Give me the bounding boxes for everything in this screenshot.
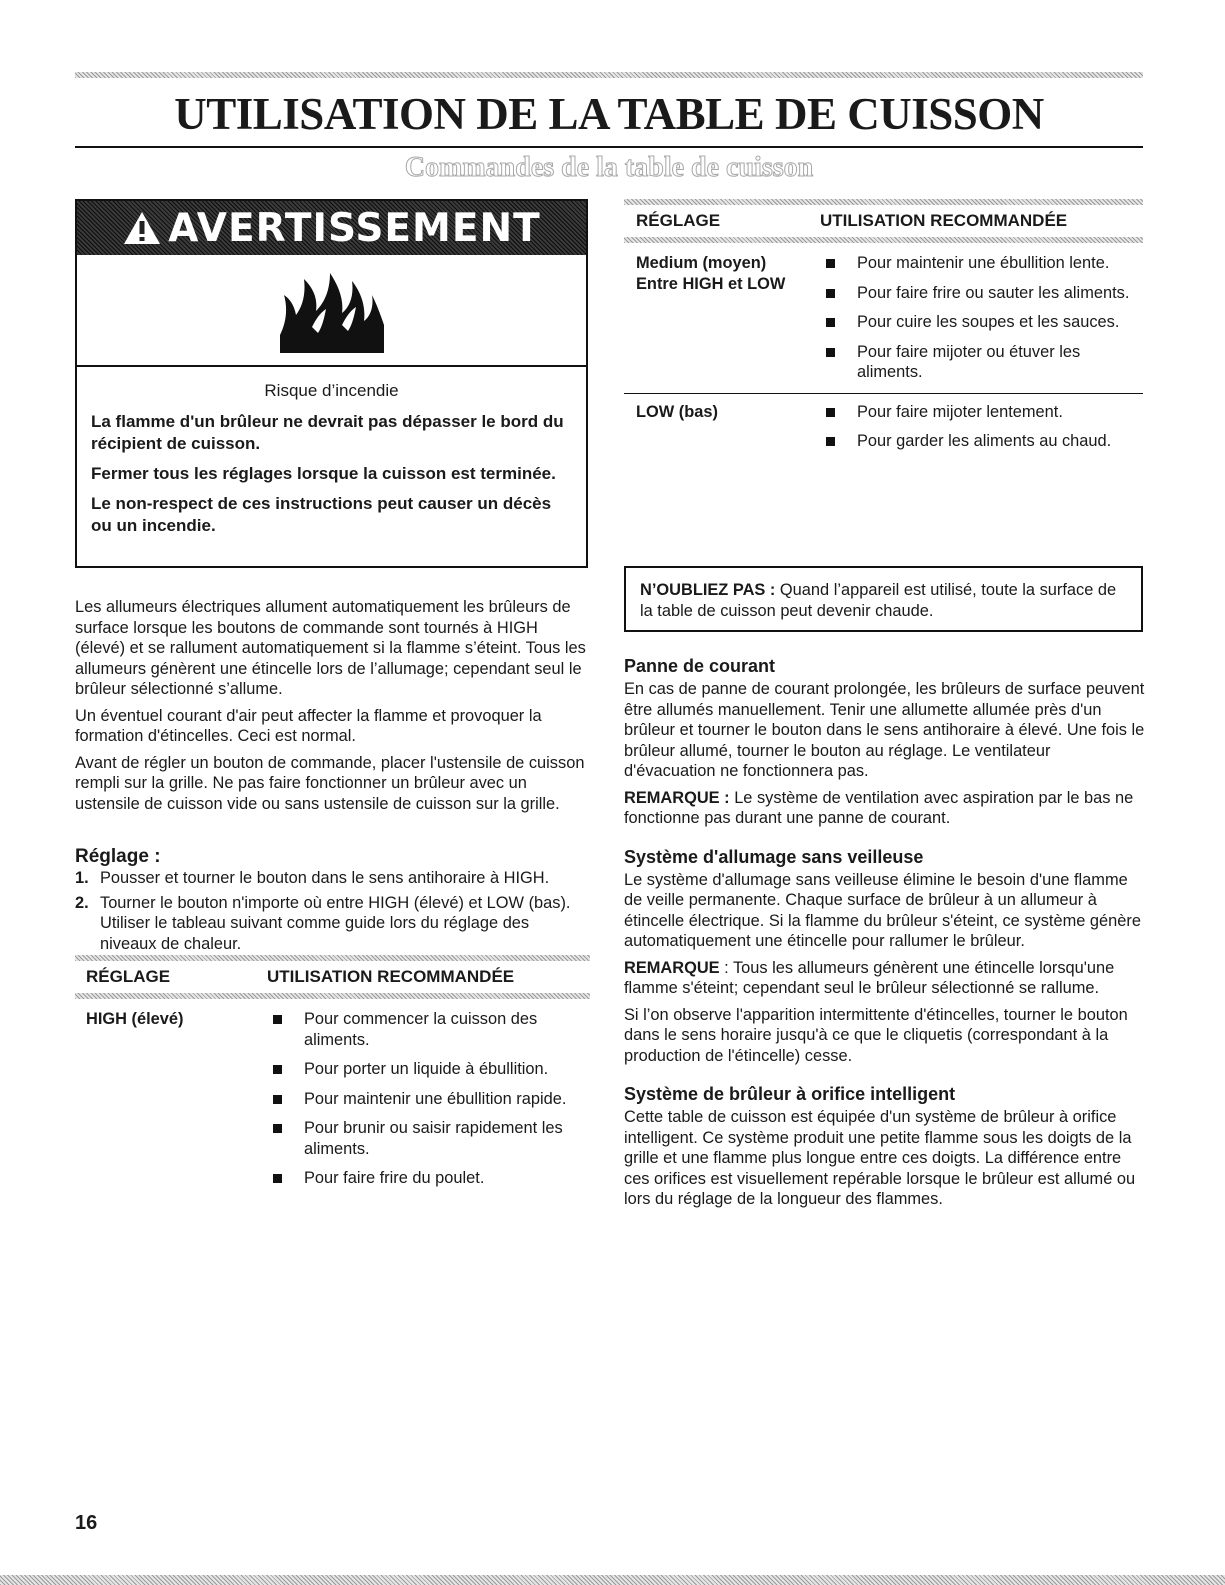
ignition-text-2: Si l’on observe l'apparition intermittente d'étincelles, tourner le bouton dans le sens horaire jusqu'à ce que le cliquetis (correspondant à la production de l'étincelle) cesse.: [624, 1005, 1128, 1065]
use-item: [267, 1059, 590, 1080]
fire-pictogram-area: [77, 255, 586, 367]
table-row: [624, 253, 1143, 392]
setting-label: HIGH (élevé): [86, 1010, 184, 1028]
smart-orifice-heading: Système de brûleur à orifice intelligent: [624, 1084, 956, 1104]
use-item-text: Pour faire frire ou sauter les aliments.: [857, 283, 1130, 302]
power-outage-note: [624, 788, 1145, 829]
ignition-heading: Système d'allumage sans veilleuse: [624, 846, 924, 867]
bullet-icon: [826, 289, 835, 298]
bullet-icon: [273, 1065, 282, 1074]
table-row: [624, 402, 1143, 461]
section-subtitle: Commandes de la table de cuisson: [404, 152, 814, 183]
body-paragraph: Un éventuel courant d'air peut affecter la flamme et provoquer la formation d'étincelles. Ceci est normal.: [75, 706, 542, 745]
smart-orifice-text: Cette table de cuisson est équipée d'un système de brûleur à orifice intelligent. Ce système produit une petite flamme sous les doigts de la grille et une flamme plus longue entre ces doigts. La différence entre ces orifices est visuellement repérable lorsque le brûleur est allumé ou lors du réglage de la longueur des flammes.: [624, 1108, 1136, 1208]
settings-table-medium-low: [624, 199, 1143, 461]
column-header-use: UTILISATION RECOMMANDÉE: [820, 211, 1068, 230]
setting-label-line: Entre HIGH et LOW: [636, 274, 786, 293]
remember-label: N’OUBLIEZ PAS :: [640, 581, 776, 599]
step-number: 2.: [75, 893, 89, 912]
warning-body: [77, 367, 586, 566]
use-item-text: Pour maintenir une ébullition rapide.: [304, 1089, 567, 1108]
step-item: [75, 893, 590, 955]
use-item: [820, 402, 1143, 423]
warning-paragraph: Le non-respect de ces instructions peut causer un décès ou un incendie.: [91, 494, 552, 535]
reglage-heading: Réglage :: [75, 846, 161, 867]
use-list: [820, 402, 1143, 461]
bullet-icon: [273, 1124, 282, 1133]
use-item: [820, 283, 1143, 304]
use-item-text: Pour porter un liquide à ébullition.: [304, 1060, 549, 1078]
setting-label: [624, 253, 820, 392]
use-list: [267, 1009, 590, 1198]
note-text: Le système de ventilation avec aspiration par le bas ne fonctionne pas durant une panne de courant.: [624, 788, 1134, 827]
fire-icon: [272, 265, 392, 355]
bullet-icon: [826, 259, 835, 268]
warning-box: [75, 199, 588, 568]
use-item-text: Pour faire mijoter lentement.: [857, 402, 1063, 421]
remember-notice: [624, 566, 1143, 632]
setting-label: [624, 402, 820, 461]
warning-paragraph: La flamme d'un brûleur ne devrait pas dépasser le bord du récipient de cuisson.: [91, 412, 564, 453]
body-paragraph: Avant de régler un bouton de commande, placer l'ustensile de cuisson rempli sur la grille. Ne pas faire fonctionner un brûleur avec un ustensile de cuisson vide ou sans ustensile de cuisson sur la grille.: [75, 753, 585, 813]
bullet-icon: [826, 408, 835, 417]
step-item: [75, 868, 590, 889]
column-header-setting: RÉGLAGE: [86, 967, 171, 986]
use-item: [820, 312, 1143, 333]
table-header: [624, 205, 1143, 237]
step-text: Tourner le bouton n'importe où entre HIGH (élevé) et LOW (bas). Utiliser le tableau suivant comme guide lors du réglage des niveaux de chaleur.: [100, 893, 571, 953]
bullet-icon: [826, 318, 835, 327]
remember-text: Quand l’appareil est utilisé, toute la surface de la table de cuisson peut devenir chaude.: [640, 581, 1117, 620]
warning-header-label: AVERTISSEMENT: [168, 205, 541, 251]
row-divider: [624, 393, 1143, 394]
use-item: [820, 342, 1143, 383]
warning-header: [77, 201, 586, 255]
note-text: : Tous les allumeurs génèrent une étincelle lorsqu'une flamme s'éteint; cependant seul le brûleur sélectionné se rallume.: [624, 958, 1115, 997]
bottom-decorative-bar: [0, 1575, 1225, 1585]
bullet-icon: [826, 437, 835, 446]
bullet-icon: [273, 1174, 282, 1183]
use-item: [820, 431, 1143, 452]
use-item-text: Pour brunir ou saisir rapidement les aliments.: [304, 1119, 563, 1158]
table-header-bar: [75, 993, 590, 999]
ignition-text: Le système d'allumage sans veilleuse élimine le besoin d'une flamme de veille permanente. Chaque surface de brûleur à un allumeur à étincelle électrique. Si la flamme du brûleur s'éteint, ce système génère automatiquement une étincelle pour rallumer le brûleur.: [624, 870, 1141, 950]
body-paragraph: Les allumeurs électriques allument automatiquement les brûleurs de surface lorsque les boutons de commande sont tournés à HIGH (élevé) et se rallument automatiquement si la flamme s’éteint. Tous les allumeurs génèrent une étincelle lors de l’allumage; cependant seul le brûleur sélectionné s’allume.: [75, 598, 586, 698]
power-outage-text: En cas de panne de courant prolongée, les brûleurs de surface peuvent être allumés manuellement. Tenir une allumette allumée près d'un brûleur et tourner le bouton dans le sens antihoraire à élevé. Une fois le brûleur allumé, tourner le bouton au réglage. Le ventilateur d'évacuation ne fonctionnera pas.: [624, 680, 1145, 780]
step-text: Pousser et tourner le bouton dans le sens antihoraire à HIGH.: [100, 869, 550, 887]
table-row: [75, 1009, 590, 1198]
left-column-text: [75, 597, 590, 820]
use-item-text: Pour commencer la cuisson des aliments.: [304, 1010, 538, 1049]
ignition-note: [624, 958, 1145, 999]
risk-label: Risque d’incendie: [264, 381, 399, 400]
table-header-bar: [624, 237, 1143, 243]
use-item-text: Pour garder les aliments au chaud.: [857, 432, 1112, 450]
setting-label-line: LOW (bas): [636, 402, 718, 421]
use-item-text: Pour maintenir une ébullition lente.: [857, 254, 1110, 272]
top-decorative-bar: [75, 72, 1143, 78]
right-column-text: [624, 656, 1145, 1216]
use-item-text: Pour cuire les soupes et les sauces.: [857, 313, 1120, 331]
use-item-text: Pour faire mijoter ou étuver les aliments.: [857, 342, 1081, 381]
use-list: [820, 253, 1143, 392]
column-header-setting: RÉGLAGE: [636, 211, 721, 230]
step-number: 1.: [75, 869, 89, 887]
use-item: [267, 1118, 590, 1159]
power-outage-heading: Panne de courant: [624, 656, 776, 676]
use-item: [820, 253, 1143, 274]
settings-table-high: [75, 955, 590, 1198]
use-item: [267, 1089, 590, 1110]
use-item: [267, 1009, 590, 1050]
use-item-text: Pour faire frire du poulet.: [304, 1169, 485, 1187]
page-number: 16: [75, 1512, 98, 1534]
column-header-use: UTILISATION RECOMMANDÉE: [267, 967, 515, 986]
page-title: UTILISATION DE LA TABLE DE CUISSON: [174, 89, 1044, 139]
bullet-icon: [273, 1095, 282, 1104]
warning-paragraph: Fermer tous les réglages lorsque la cuisson est terminée.: [91, 464, 556, 483]
warning-triangle-icon: [122, 210, 162, 246]
bullet-icon: [826, 348, 835, 357]
note-label: REMARQUE :: [624, 788, 730, 807]
title-rule: [75, 146, 1143, 148]
use-item: [267, 1168, 590, 1189]
setting-label-line: Medium (moyen): [636, 254, 767, 272]
bullet-icon: [273, 1015, 282, 1024]
note-label: REMARQUE: [624, 958, 720, 977]
steps-list: [75, 868, 590, 958]
table-header: [75, 961, 590, 993]
